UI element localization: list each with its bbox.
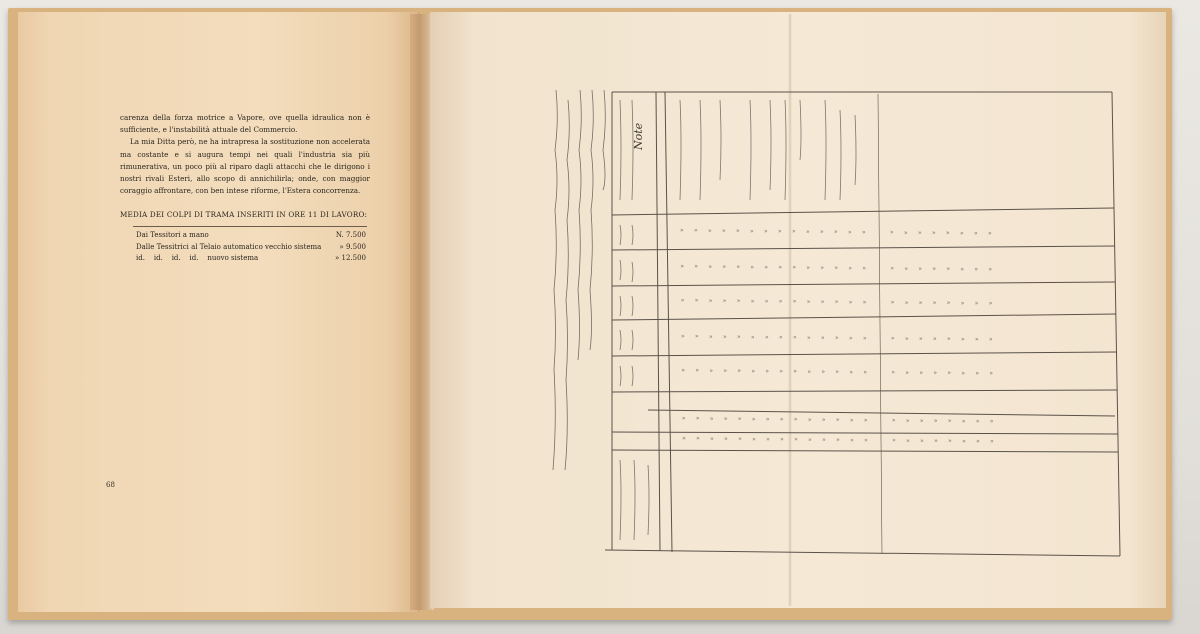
ditto-mark: » — [891, 335, 895, 343]
ditto-mark: » — [919, 417, 924, 425]
ditto-mark: » — [779, 416, 784, 424]
ditto-mark: » — [737, 333, 741, 341]
ditto-mark: » — [779, 368, 784, 376]
note-column-title: Note — [632, 122, 645, 150]
stat-value: » 12.500 — [334, 254, 366, 262]
paragraph-1: carenza della forza motrice a Vapore, ove quella idraulica non è sufficiente, e l'instabilità attuale del Commercio. — [120, 113, 370, 135]
ditto-mark: » — [989, 336, 993, 344]
ditto-mark: » — [988, 230, 992, 238]
ditto-mark: » — [820, 264, 825, 272]
ditto-mark: » — [946, 229, 950, 237]
ditto-mark: » — [948, 437, 952, 445]
ditto-mark: » — [835, 368, 840, 376]
ditto-mark: » — [752, 435, 756, 443]
ditto-mark: » — [849, 334, 853, 342]
ditto-mark: » — [792, 228, 796, 236]
stat-label: Dai Tessitori a mano — [136, 231, 209, 239]
ditto-mark: » — [848, 228, 852, 236]
ditto-mark: » — [904, 265, 909, 273]
ditto-mark: » — [989, 418, 994, 426]
ditto-mark: » — [778, 228, 782, 236]
ditto-mark: » — [778, 264, 783, 272]
page-number: 68 — [106, 481, 115, 489]
ditto-mark: » — [892, 437, 896, 445]
ditto-mark: » — [709, 367, 714, 375]
stat-row — [136, 253, 366, 265]
ditto-mark: » — [808, 436, 812, 444]
ditto-mark: » — [680, 263, 685, 270]
ditto-mark: » — [974, 230, 978, 237]
ditto-mark: » — [947, 417, 952, 425]
ditto-mark: » — [792, 298, 797, 306]
ditto-mark: » — [736, 227, 740, 235]
ditto-mark: » — [918, 265, 923, 273]
ditto-mark: » — [919, 335, 923, 343]
ditto-mark: » — [765, 333, 769, 341]
ditto-mark: » — [780, 436, 784, 444]
ditto-mark: » — [989, 370, 994, 378]
ditto-mark: » — [834, 298, 839, 306]
ditto-mark: » — [806, 228, 810, 236]
ditto-mark: » — [694, 263, 699, 271]
ditto-mark: » — [751, 415, 756, 423]
ditto-mark: » — [862, 298, 867, 306]
ditto-mark: » — [990, 438, 994, 446]
stat-value: » 9.500 — [339, 242, 366, 251]
ditto-mark: » — [765, 367, 770, 375]
ditto-mark: » — [919, 369, 924, 377]
stat-label: id. id. id. id. nuovo sistema — [136, 254, 259, 262]
right-page-fold — [788, 14, 792, 606]
ditto-mark: » — [722, 297, 727, 305]
ditto-mark: » — [751, 333, 755, 341]
ditto-mark: » — [709, 415, 714, 423]
heading-rule — [133, 226, 367, 227]
ditto-mark: » — [750, 263, 755, 271]
ditto-mark: » — [946, 299, 951, 307]
left-page — [18, 12, 419, 612]
ditto-mark: » — [681, 333, 685, 340]
ditto-mark: » — [918, 299, 923, 307]
ditto-mark: » — [961, 417, 966, 425]
ditto-mark: » — [864, 436, 868, 444]
ditto-mark: » — [737, 415, 742, 423]
ditto-mark: » — [724, 435, 728, 443]
ditto-mark: » — [918, 229, 922, 237]
ditto-mark: » — [695, 333, 699, 341]
ditto-mark: » — [850, 436, 854, 444]
ditto-mark: » — [807, 416, 812, 424]
stat-value: N. 7.500 — [335, 231, 366, 239]
ditto-mark: » — [848, 264, 853, 272]
handwritten-margin-note — [548, 80, 612, 550]
ditto-mark: » — [932, 299, 937, 307]
ditto-mark: » — [988, 300, 993, 308]
ditto-mark: » — [695, 367, 700, 375]
ditto-mark: » — [961, 369, 966, 377]
ditto-mark: » — [723, 415, 728, 423]
ditto-mark: » — [792, 264, 797, 272]
ditto-mark: » — [834, 228, 838, 236]
ditto-mark: » — [751, 367, 756, 375]
ditto-mark: » — [834, 264, 839, 272]
ditto-mark: » — [737, 367, 742, 375]
ditto-mark: » — [680, 227, 684, 234]
ditto-mark: » — [974, 300, 979, 307]
ditto-mark: » — [765, 415, 770, 423]
ditto-mark: » — [695, 415, 700, 423]
ditto-mark: » — [722, 263, 727, 271]
ditto-mark: » — [807, 368, 812, 376]
ditto-mark: » — [960, 265, 965, 273]
ditto-mark: » — [682, 435, 686, 442]
ditto-mark: » — [821, 334, 825, 342]
ditto-mark: » — [806, 298, 811, 306]
ditto-mark: » — [933, 417, 938, 425]
ditto-mark: » — [779, 334, 783, 342]
ditto-mark: » — [904, 299, 909, 307]
ditto-mark: » — [708, 263, 713, 271]
ditto-mark: » — [975, 418, 980, 425]
ditto-mark: » — [947, 369, 952, 377]
ditto-mark: » — [794, 436, 798, 444]
ditto-mark: » — [962, 437, 966, 445]
ditto-mark: » — [694, 297, 699, 305]
ditto-mark: » — [988, 266, 993, 274]
ditto-mark: » — [863, 416, 868, 424]
ditto-mark: » — [905, 369, 910, 377]
stat-row — [136, 230, 366, 242]
ditto-mark: » — [681, 415, 686, 422]
ditto-mark: » — [821, 416, 826, 424]
ditto-mark: » — [806, 264, 811, 272]
ditto-mark: » — [820, 228, 824, 236]
ditto-mark: » — [960, 229, 964, 237]
ditto-mark: » — [708, 297, 713, 305]
ditto-mark: » — [946, 265, 951, 273]
ditto-mark: » — [835, 334, 839, 342]
ditto-mark: » — [793, 368, 798, 376]
ditto-mark: » — [821, 368, 826, 376]
paragraph-2: La mia Ditta però, ne ha intrapresa la sostituzione non accelerata ma costante e si augura tempi nei quali l'industria sia più rimunerativa, un poco più al riparo dagli attacchi che le dirigono i nostri rivali Esteri, allo scopo di annichilirla; onde, con maggior coraggio affrontare, con ben intese riforme, l'Estera concorrenza. — [120, 137, 370, 196]
ditto-mark: » — [862, 228, 866, 236]
right-page — [430, 12, 1166, 608]
ditto-mark: » — [680, 297, 685, 304]
left-page-text — [120, 112, 370, 197]
ditto-mark: » — [863, 334, 867, 342]
ditto-mark: » — [723, 367, 728, 375]
ditto-mark: » — [905, 335, 909, 343]
ditto-mark: » — [974, 266, 979, 273]
ditto-mark: » — [722, 227, 726, 235]
ditto-mark: » — [933, 369, 938, 377]
ditto-mark: » — [778, 298, 783, 306]
ditto-mark: » — [835, 416, 840, 424]
ditto-mark: » — [890, 265, 895, 273]
ditto-mark: » — [738, 435, 742, 443]
ditto-mark: » — [862, 264, 867, 272]
ditto-mark: » — [764, 227, 768, 235]
ditto-mark: » — [933, 335, 937, 343]
ditto-mark: » — [975, 336, 979, 343]
stat-label: Dalle Tessitrici al Telaio automatico vecchio sistema — [136, 242, 322, 251]
ditto-mark: » — [961, 335, 965, 343]
stats-list — [136, 230, 366, 265]
stat-row — [136, 242, 366, 254]
ditto-mark: » — [904, 229, 908, 237]
ditto-mark: » — [836, 436, 840, 444]
ditto-mark: » — [975, 370, 980, 377]
ditto-mark: » — [960, 299, 965, 307]
ditto-mark: » — [750, 227, 754, 235]
ditto-mark: » — [848, 298, 853, 306]
ditto-mark: » — [793, 334, 797, 342]
ditto-mark: » — [708, 227, 712, 235]
ditto-mark: » — [723, 333, 727, 341]
ditto-mark: » — [849, 416, 854, 424]
ditto-mark: » — [932, 265, 937, 273]
ditto-mark: » — [736, 297, 741, 305]
ditto-mark: » — [807, 334, 811, 342]
ditto-mark: » — [709, 333, 713, 341]
ditto-mark: » — [793, 416, 798, 424]
ditto-mark: » — [710, 435, 714, 443]
ditto-mark: » — [891, 417, 896, 425]
ditto-mark: » — [920, 437, 924, 445]
ditto-mark: » — [681, 367, 686, 374]
ditto-mark: » — [932, 229, 936, 237]
ditto-mark: » — [905, 417, 910, 425]
ditto-mark: » — [891, 369, 896, 377]
ditto-mark: » — [934, 437, 938, 445]
ditto-mark: » — [750, 297, 755, 305]
ditto-mark: » — [694, 227, 698, 235]
ditto-mark: » — [736, 263, 741, 271]
ditto-mark: » — [820, 298, 825, 306]
ditto-mark: » — [976, 438, 980, 445]
stats-heading: MEDIA DEI COLPI DI TRAMA INSERITI IN ORE 11 DI LAVORO: — [120, 210, 368, 219]
ditto-mark: » — [890, 229, 894, 237]
ditto-mark: » — [890, 299, 895, 307]
ditto-mark: » — [696, 435, 700, 443]
ditto-mark: » — [849, 368, 854, 376]
ditto-mark: » — [822, 436, 826, 444]
ditto-mark: » — [766, 435, 770, 443]
ditto-mark: » — [863, 368, 868, 376]
ditto-mark: » — [764, 263, 769, 271]
ditto-mark: » — [947, 335, 951, 343]
ditto-mark: » — [906, 437, 910, 445]
ditto-mark: » — [764, 297, 769, 305]
